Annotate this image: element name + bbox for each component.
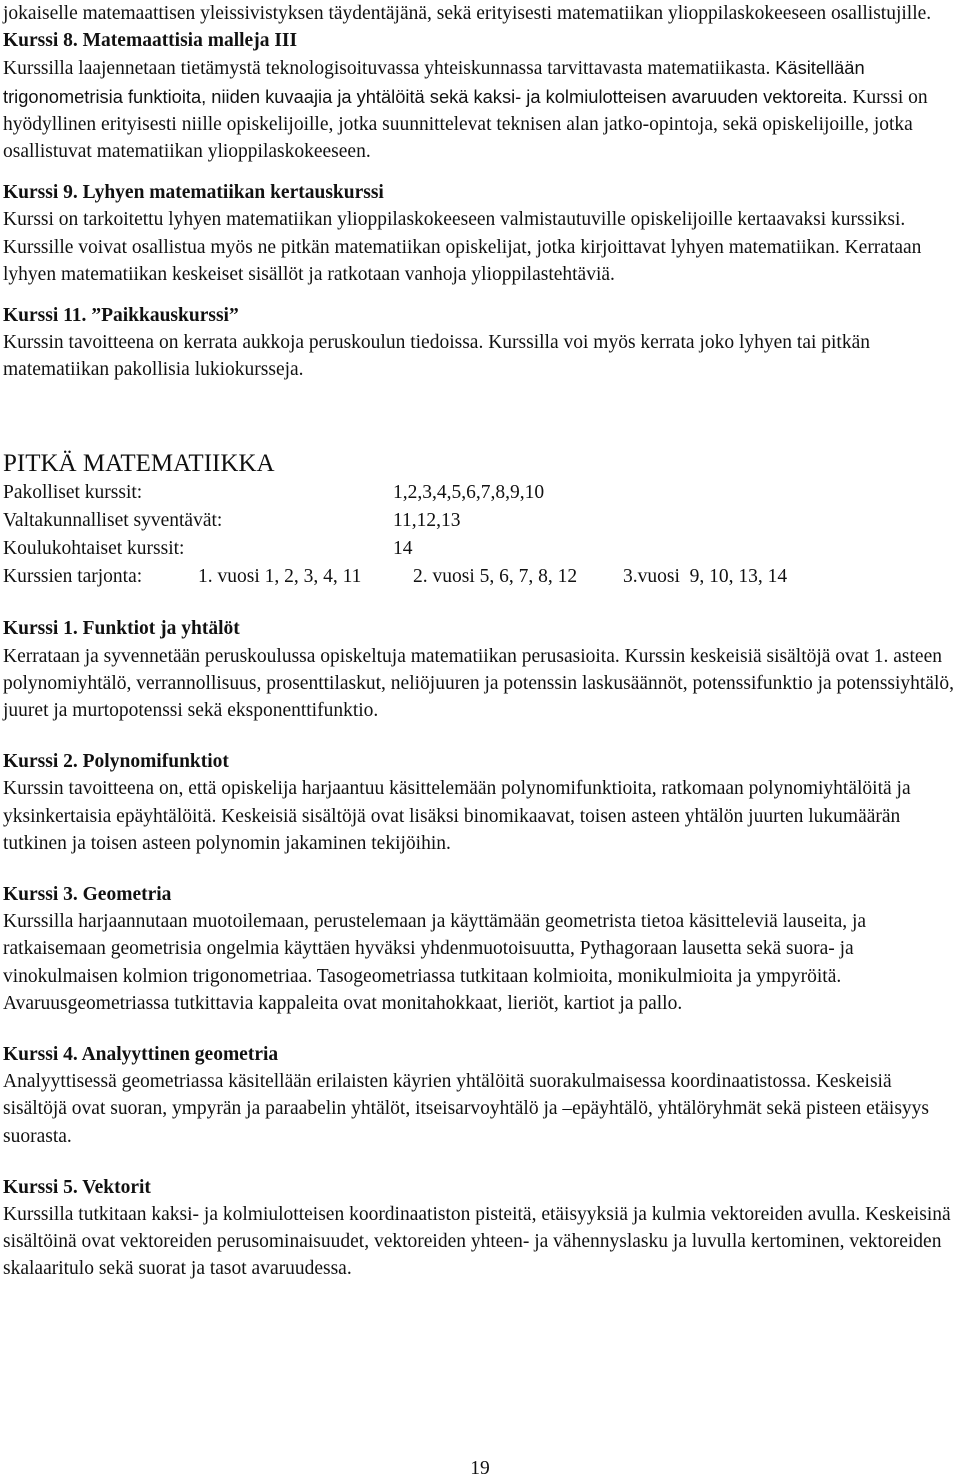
info-value: 1,2,3,4,5,6,7,8,9,10 — [393, 481, 545, 503]
spacer — [3, 857, 957, 881]
course-5-section — [3, 1174, 957, 1283]
spacer — [3, 384, 957, 446]
course-offering-row — [3, 563, 957, 591]
offering-year-1: 1. vuosi 1, 2, 3, 4, 11 — [198, 566, 362, 588]
course-5-heading — [3, 1174, 957, 1201]
info-row-national-advanced — [3, 507, 957, 535]
course-11-heading — [3, 302, 957, 329]
course-8-number: Kurssi 8. — [3, 30, 83, 52]
spacer — [3, 724, 957, 748]
course-4-heading — [3, 1041, 957, 1068]
spacer — [3, 591, 957, 615]
course-9-number: Kurssi 9. — [3, 182, 83, 204]
course-1-description: Kerrataan ja syvennetään peruskoulussa opiskeltuja matematiikan perusasioita. Kurssin keskeisiä sisältöjä ovat 1. asteen polynomiyhtälö, verrannollisuus, prosenttilaskut, neliöjuuren ja potenssin laskusäännöt, potenssifunktio ja potenssiyhtälö, juuret ja murtopotenssi sekä eksponenttifunktio. — [3, 645, 955, 721]
course-4-description: Analyyttisessä geometriassa käsitellään erilaisten käyrien yhtälöitä suorakulmaisessa koordinaatistossa. Keskeisiä sisältöjä ovat suoran, ympyrän ja paraabelin yhtälöt, itseisarvoyhtälö ja –epäyhtälö, yhtälöryhmät sekä pisteen etäisyys suorasta. — [3, 1071, 929, 1147]
course-5-description: Kurssilla tutkitaan kaksi- ja kolmiulotteisen koordinaatiston pisteitä, etäisyyksiä ja kulmia vektoreiden avulla. Keskeisinä sisältöinä ovat vektoreiden perusominaisuudet, vektoreiden yhteen- ja vähennyslasku ja luvulla kertominen, vektoreiden skalaaritulo sekä suorat ja tasot avaruudessa. — [3, 1204, 951, 1280]
course-8-section — [3, 27, 957, 165]
course-1-section — [3, 615, 957, 724]
course-3-title: Geometria — [82, 884, 172, 906]
info-value: 11,12,13 — [393, 509, 461, 531]
info-label: Pakolliset kurssit: — [3, 481, 143, 503]
pitka-section — [3, 446, 957, 592]
course-4-title: Analyyttinen geometria — [81, 1044, 279, 1066]
spacer — [3, 288, 957, 302]
course-3-number: Kurssi 3. — [3, 884, 83, 906]
course-11-section — [3, 302, 957, 384]
course-9-heading — [3, 179, 957, 206]
course-2-title: Polynomifunktiot — [82, 751, 229, 773]
document-page — [3, 0, 957, 1484]
info-label: Valtakunnalliset syventävät: — [3, 509, 223, 531]
course-11-title: ”Paikkauskurssi” — [91, 305, 239, 327]
course-1-heading — [3, 615, 957, 642]
spacer — [3, 1150, 957, 1174]
course-9-section — [3, 179, 957, 288]
course-4-number: Kurssi 4. — [3, 1044, 82, 1066]
course-8-description — [3, 54, 957, 165]
course-2-description: Kurssin tavoitteena on, että opiskelija harjaantuu käsittelemään polynomifunktioita, ratkomaan polynomiyhtälöitä ja yksinkertaisia epäyhtälöitä. Keskeisiä sisältöjä ovat lisäksi binomikaavat, toisen asteen yhtälön juurten lukumäärän tutkinen ja toisen asteen polynomin jakaminen tekijöihin. — [3, 778, 911, 854]
course-8-text-3: Kurssi on hyödyllinen erityisesti niille opiskelijoille, jotka suunnittelevat teknisen alan jatko-opintoja, sekä opiskelijoille, jotka osallistuvat matematiikan ylioppilaskokeeseen. — [3, 86, 928, 163]
course-9-title: Lyhyen matematiikan kertauskurssi — [82, 182, 384, 204]
page-number: 19 — [470, 1458, 490, 1479]
course-5-title: Vektorit — [82, 1176, 151, 1198]
course-8-heading — [3, 27, 957, 54]
course-3-section — [3, 881, 957, 1017]
course-3-description: Kurssilla harjaannutaan muotoilemaan, perustelemaan ja käyttämään geometrista tietoa käsitteleviä lauseita, ja ratkaisemaan geometrisia ongelmia käyttäen hyväksi yhdenmuotoisuutta, Pythagoraan lausetta sekä suora- ja vinokulmaisen kolmion trigonometriaa. Tasogeometriassa tutkitaan kolmioita, monikulmioita ja ympyröitä. Avaruusgeometriassa tutkittavia kappaleita ovat monitahokkaat, lieriöt, kartiot ja pallo. — [3, 911, 867, 1014]
course-1-number: Kurssi 1. — [3, 618, 83, 640]
spacer — [3, 1017, 957, 1041]
spacer — [3, 165, 957, 179]
course-11-description: Kurssin tavoitteena on kerrata aukkoja peruskoulun tiedoissa. Kurssilla voi myös kerrata joko lyhyen tai pitkän matematiikan pakollisia lukiokursseja. — [3, 332, 871, 381]
intro-paragraph: jokaiselle matemaattisen yleissivistyksen täydentäjänä, sekä erityisesti matematiikan ylioppilaskokeeseen osallistujille. — [3, 3, 932, 24]
course-8-text-2: Käsitellään trigonometrisia funktioita, niiden kuvaajia ja yhtälöitä sekä kaksi- ja kolmiulotteisen avaruuden vektoreita. — [3, 57, 865, 107]
section-title: PITKÄ MATEMATIIKKA — [3, 449, 275, 477]
info-row-mandatory — [3, 479, 957, 507]
course-1-title: Funktiot ja yhtälöt — [82, 618, 240, 640]
offering-year-3: 3.vuosi 9, 10, 13, 14 — [623, 566, 788, 588]
course-2-number: Kurssi 2. — [3, 751, 83, 773]
course-2-section — [3, 748, 957, 857]
info-value: 14 — [393, 538, 413, 560]
info-row-school-specific — [3, 535, 957, 563]
offering-year-2: 2. vuosi 5, 6, 7, 8, 12 — [413, 566, 578, 588]
offering-label: Kurssien tarjonta: — [3, 566, 143, 588]
course-8-title: Matemaattisia malleja III — [82, 30, 298, 52]
course-3-heading — [3, 881, 957, 908]
course-8-text-1: Kurssilla laajennetaan tietämystä teknologisoituvassa yhteiskunnassa tarvittavasta matematiikasta. — [3, 58, 771, 80]
course-2-heading — [3, 748, 957, 775]
course-4-section — [3, 1041, 957, 1150]
info-label: Koulukohtaiset kurssit: — [3, 538, 185, 560]
course-9-description: Kurssi on tarkoitettu lyhyen matematiikan ylioppilaskokeeseen valmistautuville opiskelijoille kertaavaksi kurssiksi. Kurssille voivat osallistua myös ne pitkän matematiikan opiskelijat, jotka kirjoittavat lyhyen matematiikan. Kerrataan lyhyen matematiikan keskeiset sisällöt ja ratkotaan vanhoja ylioppilastehtäviä. — [3, 209, 922, 285]
course-11-number: Kurssi 11. — [3, 305, 92, 327]
course-5-number: Kurssi 5. — [3, 1176, 83, 1198]
